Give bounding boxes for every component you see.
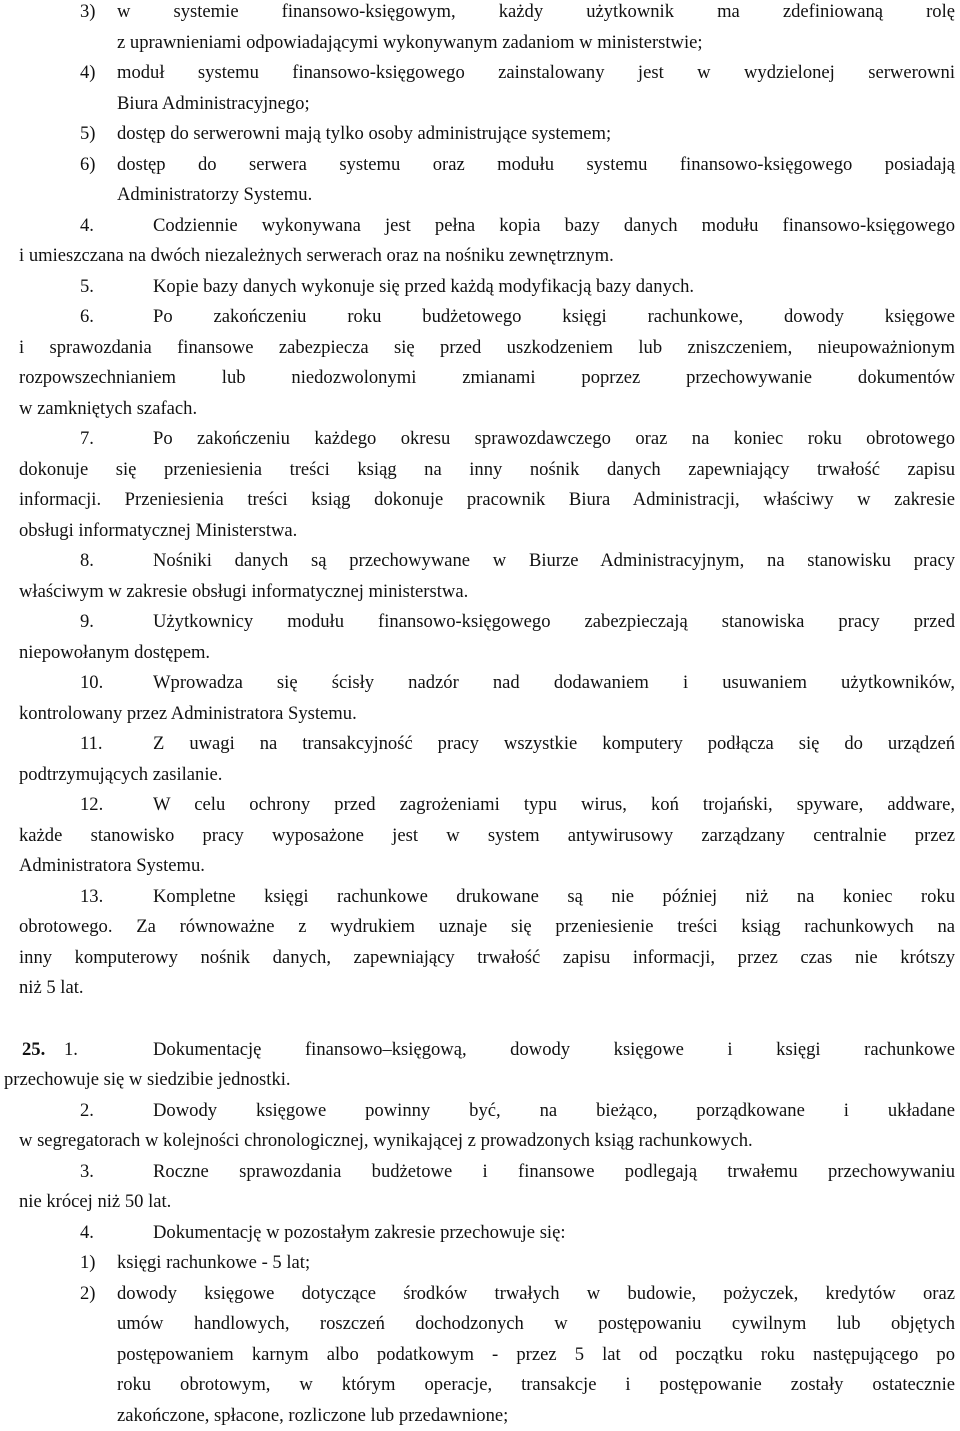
text-line: przechowuje się w siedzibie jednostki. bbox=[4, 1069, 291, 1090]
list-number: 2) bbox=[80, 1283, 96, 1304]
text-line: i umieszczana na dwóch niezależnych serwerach oraz na nośniku zewnętrznym. bbox=[19, 245, 614, 266]
text-line: roku obrotowym, w którym operacje, transakcje i postępowanie zostały ostatecznie bbox=[117, 1374, 955, 1395]
text-line: rozpowszechnianiem lub niedozwolonymi zmianami poprzez przechowywanie dokumentów bbox=[19, 367, 955, 388]
paragraph-number: 3. bbox=[80, 1161, 94, 1182]
paragraph-number: 12. bbox=[80, 794, 104, 815]
paragraph-number: 6. bbox=[80, 306, 94, 327]
paragraph-number: 5. bbox=[80, 276, 94, 297]
text-line: kontrolowany przez Administratora Systemu. bbox=[19, 703, 357, 724]
text-line: podtrzymujących zasilanie. bbox=[19, 764, 223, 785]
text-line: Dokumentację w pozostałym zakresie przechowuje się: bbox=[153, 1222, 566, 1243]
text-line: niepowołanym dostępem. bbox=[19, 642, 211, 663]
list-number: 4) bbox=[80, 62, 96, 83]
list-number: 3) bbox=[80, 1, 96, 22]
text-line: dostęp do serwerowni mają tylko osoby administrujące systemem; bbox=[117, 123, 612, 144]
text-line: dowody księgowe dotyczące środków trwałych w budowie, pożyczek, kredytów oraz bbox=[117, 1283, 955, 1304]
paragraph-number: 1. bbox=[64, 1039, 78, 1060]
text-line: inny komputerowy nośnik danych, zapewniający trwałość zapisu informacji, przez czas nie krótszy bbox=[19, 947, 955, 968]
text-line: W celu ochrony przed zagrożeniami typu wirus, koń trojański, spyware, addware, bbox=[153, 794, 955, 815]
text-line: umów handlowych, roszczeń dochodzonych w postępowaniu cywilnym lub objętych bbox=[117, 1313, 955, 1334]
text-line: i sprawozdania finansowe zabezpiecza się przed uszkodzeniem lub zniszczeniem, nieupoważnionym bbox=[19, 337, 955, 358]
paragraph-number: 9. bbox=[80, 611, 94, 632]
text-line: każde stanowisko pracy wyposażone jest w system antywirusowy zarządzany centralnie przez bbox=[19, 825, 955, 846]
text-line: dokonuje się przeniesienia treści ksiąg na inny nośnik danych zapewniający trwałość zapisu bbox=[19, 459, 955, 480]
text-line: moduł systemu finansowo-księgowego zainstalowany jest w wydzielonej serwerowni bbox=[117, 62, 955, 83]
text-line: w zamkniętych szafach. bbox=[19, 398, 198, 419]
text-line: w segregatorach w kolejności chronologicznej, wynikającej z prowadzonych ksiąg rachunkowych. bbox=[19, 1130, 753, 1151]
text-line: Administratora Systemu. bbox=[19, 855, 205, 876]
paragraph-number: 4. bbox=[80, 215, 94, 236]
text-line: Codziennie wykonywana jest pełna kopia bazy danych modułu finansowo-księgowego bbox=[153, 215, 955, 236]
text-line: zakończone, spłacone, rozliczone lub przedawnione; bbox=[117, 1405, 509, 1426]
text-line: Po zakończeniu roku budżetowego księgi rachunkowe, dowody księgowe bbox=[153, 306, 955, 327]
list-number: 1) bbox=[80, 1252, 96, 1273]
text-line: Roczne sprawozdania budżetowe i finansowe podlegają trwałemu przechowywaniu bbox=[153, 1161, 955, 1182]
text-line: Kopie bazy danych wykonuje się przed każdą modyfikacją bazy danych. bbox=[153, 276, 695, 297]
text-line: Użytkownicy modułu finansowo-księgowego zabezpieczają stanowiska pracy przed bbox=[153, 611, 955, 632]
text-line: informacji. Przeniesienia treści ksiąg dokonuje pracownik Biura Administracji, właściwy w zakresie bbox=[19, 489, 955, 510]
text-line: Nośniki danych są przechowywane w Biurze Administracyjnym, na stanowisku pracy bbox=[153, 550, 955, 571]
text-line: księgi rachunkowe - 5 lat; bbox=[117, 1252, 311, 1273]
paragraph-number: 11. bbox=[80, 733, 103, 754]
paragraph-number: 8. bbox=[80, 550, 94, 571]
text-line: niż 5 lat. bbox=[19, 977, 84, 998]
paragraph-number: 13. bbox=[80, 886, 104, 907]
text-line: obrotowego. Za równoważne z wydrukiem uznaje się przeniesienie treści ksiąg rachunkowych na bbox=[19, 916, 955, 937]
text-line: Administratorzy Systemu. bbox=[117, 184, 313, 205]
paragraph-number: 7. bbox=[80, 428, 94, 449]
text-line: w systemie finansowo-księgowym, każdy użytkownik ma zdefiniowaną rolę bbox=[117, 1, 955, 22]
text-line: Po zakończeniu każdego okresu sprawozdawczego oraz na koniec roku obrotowego bbox=[153, 428, 955, 449]
list-number: 5) bbox=[80, 123, 96, 144]
list-number: 6) bbox=[80, 154, 96, 175]
text-line: właściwym w zakresie obsługi informatycznej ministerstwa. bbox=[19, 581, 469, 602]
text-line: Wprowadza się ścisły nadzór nad dodawaniem i usuwaniem użytkowników, bbox=[153, 672, 955, 693]
paragraph-number: 2. bbox=[80, 1100, 94, 1121]
text-line: Z uwagi na transakcyjność pracy wszystkie komputery podłącza się do urządzeń bbox=[153, 733, 955, 754]
section-number: 25. bbox=[22, 1039, 46, 1060]
text-line: dostęp do serwera systemu oraz modułu systemu finansowo-księgowego posiadają bbox=[117, 154, 955, 175]
text-line: Kompletne księgi rachunkowe drukowane są nie później niż na koniec roku bbox=[153, 886, 955, 907]
text-line: Dokumentację finansowo–księgową, dowody księgowe i księgi rachunkowe bbox=[153, 1039, 955, 1060]
paragraph-number: 10. bbox=[80, 672, 104, 693]
text-line: obsługi informatycznej Ministerstwa. bbox=[19, 520, 298, 541]
paragraph-number: 4. bbox=[80, 1222, 94, 1243]
text-line: nie krócej niż 50 lat. bbox=[19, 1191, 172, 1212]
text-line: Dowody księgowe powinny być, na bieżąco, porządkowane i układane bbox=[153, 1100, 955, 1121]
text-line: postępowaniem karnym albo podatkowym - przez 5 lat od początku roku następującego po bbox=[117, 1344, 955, 1365]
text-line: z uprawnieniami odpowiadającymi wykonywanym zadaniom w ministerstwie; bbox=[117, 32, 703, 53]
text-line: Biura Administracyjnego; bbox=[117, 93, 310, 114]
